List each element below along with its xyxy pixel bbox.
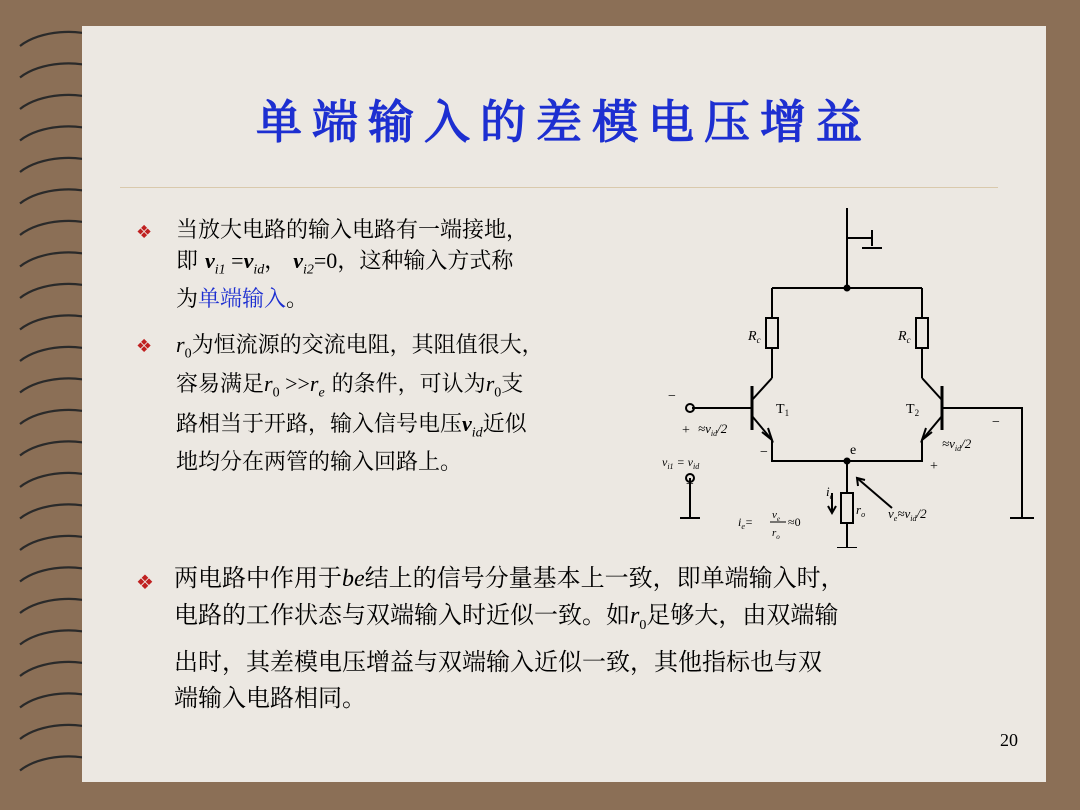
bullet-3-line-2: 电路的工作状态与双端输入时近似一致。如$r_0$足够大，由双端输 [174,601,839,633]
bottom-ground-icon [837,523,857,548]
bullet-icon: ❖ [136,222,153,243]
vcc-supply-icon [847,208,882,248]
rc-right-label: $R_c$ [898,329,911,345]
bullet-3-line-3: 出时，其差模电压增益与双端输入近似一致，其他指标也与双 [174,647,822,676]
bullet-1-line-3: 为单端输入。 [176,287,309,313]
plus-right: + [930,459,938,474]
single-ended-input-term: 单端输入 [198,287,287,313]
bullet-3-line-1: 两电路中作用于be结上的信号分量基本上一致，即单端输入时， [174,564,845,592]
ro-resistor-icon [841,493,853,523]
bullet-2-line-2: 容易满足$r_0 >>r_e$ 的条件，可认为$r_0$支 [176,371,524,401]
right-ground-icon [942,408,1034,518]
page-number: 20 [1000,730,1018,750]
bullet-icon: ❖ [136,336,153,357]
ve-approx-label: $v_e\approx v_{id}/2$ [888,506,927,523]
e-node-dot [844,458,851,465]
minus-right: − [992,415,1000,430]
rc-left-resistor-icon [766,318,778,348]
bullet-2-line-4: 地均分在两管的输入回路上。 [176,450,463,476]
ie-denominator: $r_o$ [772,527,780,541]
minus-left-top: − [668,389,676,404]
ie-approx: ≈0 [788,515,801,529]
minus-input: − [686,477,694,492]
minus-left: − [760,445,768,460]
rc-left-label: $R_c$ [748,329,761,345]
bullet-3-line-4: 端输入电路相同。 [174,683,366,712]
title-divider [120,187,998,188]
vid-half-left: $\approx v_{id}/2$ [698,421,728,438]
vid-half-right: $\approx v_{id}/2$ [942,436,972,453]
bullet-2 [176,330,544,478]
t1-label: $T_1$ [776,402,790,418]
bullet-1-line-2: 即 $v_{i1} =v_{id}$， $v_{i2}=0$，这种输入方式称 [176,248,514,278]
node-e-label: e [850,443,857,458]
bullet-2-line-3: 路相当于开路，输入信号电压$v_{id}$近似 [176,410,527,441]
plus-left: + [682,423,690,438]
top-node-dot [844,285,851,292]
bullet-2-line-1: $r_0$为恒流源的交流电阻，其阻值很大， [176,332,544,362]
bullet-1-line-1: 当放大电路的输入电路有一端接地， [176,218,529,243]
ie-formula: $i_e=$ [738,515,754,531]
ie-label: $i_e$ [826,484,834,501]
vi1-eq-vid: $v_{i1} = v_{id}$ [662,455,700,471]
t2-label: $T_2$ [906,402,920,418]
bullet-1 [176,216,528,315]
bullet-icon: ❖ [136,570,154,594]
slide-title: 单端输入的差模电压增益 [256,95,872,149]
ro-label: $r_o$ [856,502,866,519]
bullet-3 [174,560,845,716]
rc-right-resistor-icon [916,318,928,348]
differential-amplifier-circuit [662,208,1042,548]
slide [82,26,1046,782]
ve-arrow-icon [857,478,892,508]
ie-numerator: $v_e$ [772,509,780,523]
